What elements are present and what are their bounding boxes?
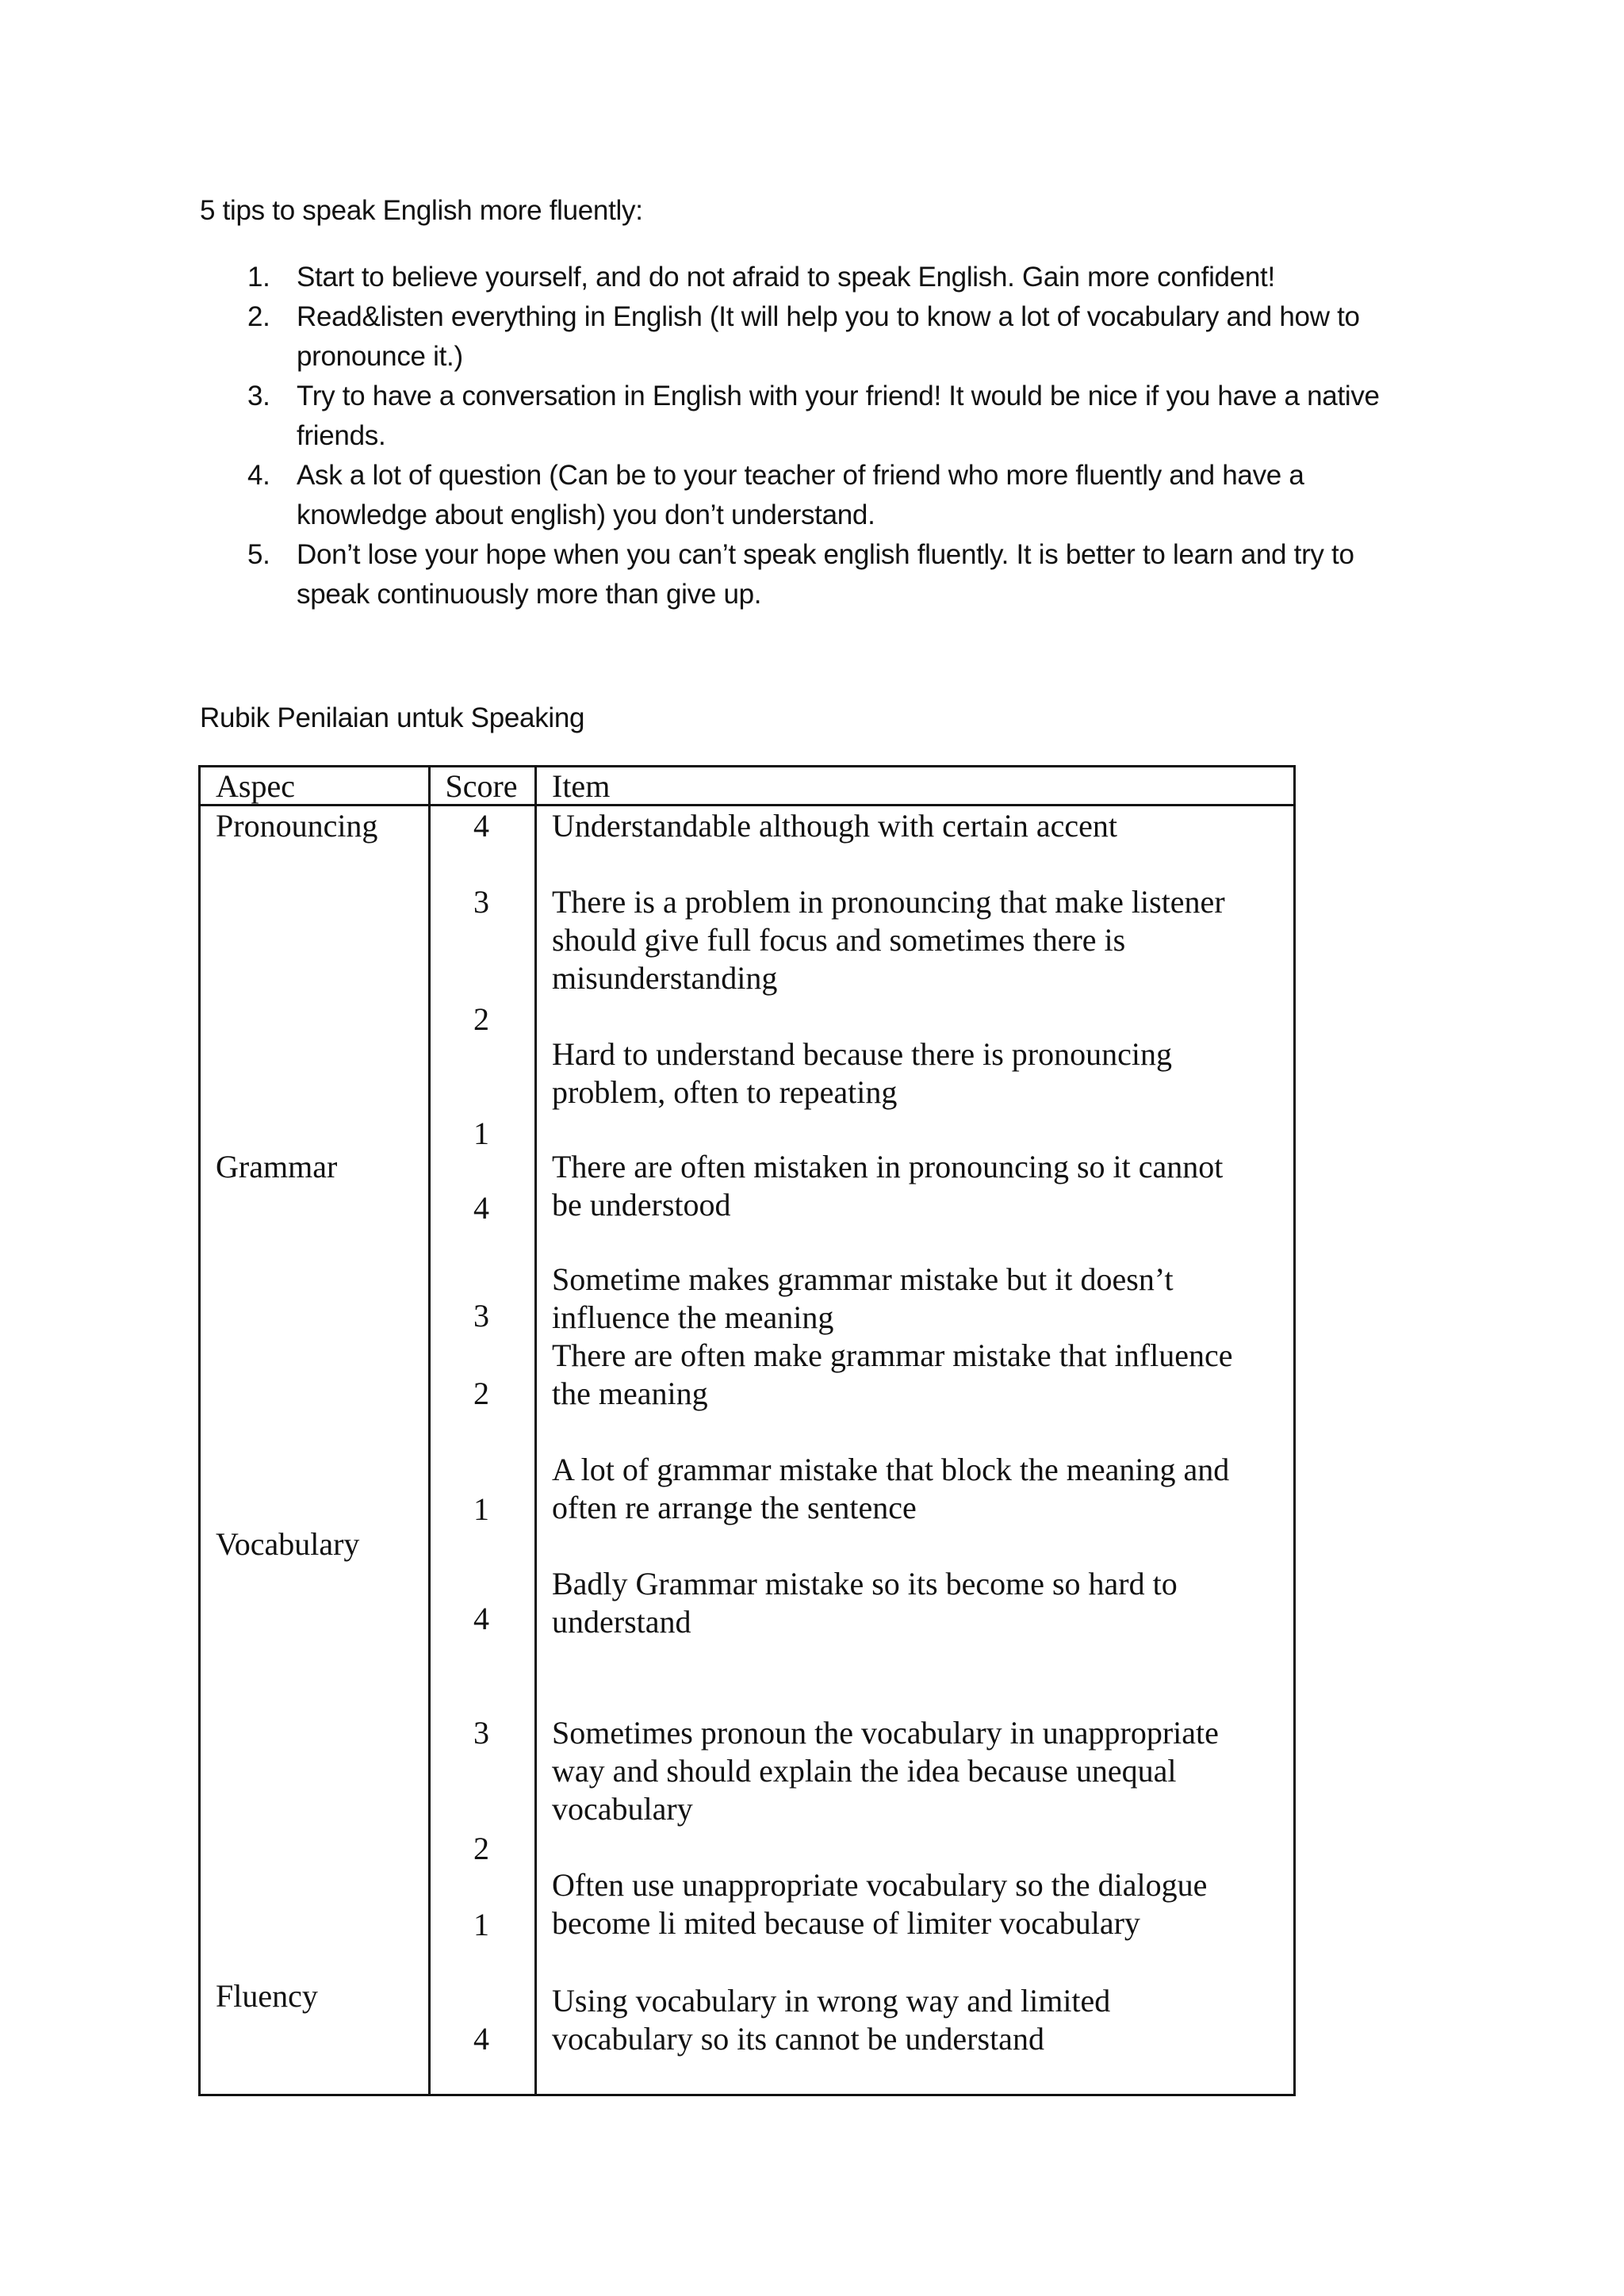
header-aspect: Aspec	[216, 768, 295, 804]
tip-text: Ask a lot of question (Can be to your teacher of friend who more fluently and have a knowledge about english) you don’t understand.	[297, 460, 1304, 530]
tip-number: 3.	[247, 381, 270, 411]
aspect-vocabulary: Vocabulary	[216, 1526, 360, 1562]
tip-text: Don’t lose your hope when you can’t speak english fluently. It is better to learn and try to speak continuously more than give up.	[297, 539, 1354, 610]
tip-text: Try to have a conversation in English with your friend! It would be nice if you have a native friends.	[297, 381, 1380, 451]
rubric-item-text: Understandable although with certain accent	[552, 808, 1118, 844]
score-value: 2	[473, 1831, 489, 1866]
score-value: 1	[473, 1115, 489, 1151]
score-value: 1	[473, 1907, 489, 1942]
aspect-pronouncing: Pronouncing	[216, 808, 378, 844]
header-score: Score	[445, 768, 518, 804]
rubric-item-text: Sometimes pronoun the vocabulary in unappropriate way and should explain the idea because unequal vocabulary	[552, 1715, 1219, 1827]
score-value: 1	[473, 1491, 489, 1527]
rubric-item-text: Sometime makes grammar mistake but it doesn’t influence the meaning	[552, 1261, 1174, 1335]
rubric-item-text: Using vocabulary in wrong way and limited vocabulary so its cannot be understand	[552, 1983, 1111, 2057]
column-divider	[428, 765, 431, 2096]
score-value: 3	[473, 1715, 489, 1751]
aspect-fluency: Fluency	[216, 1978, 318, 2014]
aspect-grammar: Grammar	[216, 1149, 338, 1184]
rubric-item-text: Often use unappropriate vocabulary so the dialogue become li mited because of limiter vocabulary	[552, 1867, 1208, 1941]
score-value: 4	[473, 2021, 489, 2057]
rubric-title: Rubik Penilaian untuk Speaking	[200, 702, 585, 733]
tip-text: Read&listen everything in English (It will help you to know a lot of vocabulary and how to pronounce it.)	[297, 301, 1360, 372]
score-value: 4	[473, 808, 489, 844]
score-value: 4	[473, 1601, 489, 1636]
tips-title: 5 tips to speak English more fluently:	[200, 195, 643, 226]
column-divider	[534, 765, 537, 2096]
tip-number: 2.	[247, 301, 270, 332]
header-item: Item	[552, 768, 611, 804]
score-value: 3	[473, 1298, 489, 1334]
rubric-item-text: A lot of grammar mistake that block the meaning and often re arrange the sentence	[552, 1452, 1230, 1525]
rubric-item-text: There are often make grammar mistake that influence the meaning	[552, 1337, 1233, 1411]
score-value: 3	[473, 884, 489, 920]
rubric-item-text: Badly Grammar mistake so its become so hard to understand	[552, 1566, 1178, 1640]
tip-number: 4.	[247, 460, 270, 491]
score-value: 2	[473, 1001, 489, 1037]
rubric-item-text: There are often mistaken in pronouncing so it cannot be understood	[552, 1149, 1224, 1223]
score-value: 2	[473, 1376, 489, 1411]
score-value: 4	[473, 1190, 489, 1226]
tip-number: 5.	[247, 539, 270, 570]
rubric-item-text: There is a problem in pronouncing that make listener should give full focus and sometimes there is misunderstanding	[552, 884, 1225, 996]
tip-number: 1.	[247, 262, 270, 293]
tip-text: Start to believe yourself, and do not afraid to speak English. Gain more confident!	[297, 262, 1275, 293]
rubric-item-text: Hard to understand because there is pronouncing problem, often to repeating	[552, 1036, 1172, 1110]
